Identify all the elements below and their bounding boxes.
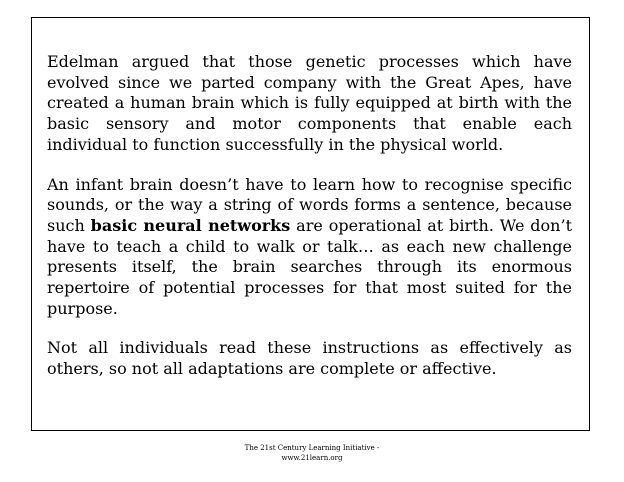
paragraph-3: Not all individuals read these instructions as effectively as others, so not all adaptations are complete or affective.: [47, 338, 572, 379]
footer: [0, 443, 624, 463]
paragraph-2-text-end: are operational at birth. We don’t have to teach a child to walk or talk… as each new challenge presents itself, the brain searches through its enormous repertoire of potential processes for that most suited for the purpose.: [47, 215, 572, 318]
paragraph-1: Edelman argued that those genetic processes which have evolved since we parted company with the Great Apes, have created a human brain which is fully equipped at birth with the basic sensory and motor components that enable each individual to function successfully in the physical world.: [47, 52, 572, 154]
footer-organization: The 21st Century Learning Initiative -: [244, 444, 380, 452]
paragraph-2-text-start: An infant brain doesn’t have to learn how to recognise specific sounds, or the way a string of words forms a sentence, because such: [47, 174, 572, 235]
slide-body: [47, 52, 572, 399]
footer-website: www.21learn.org: [281, 454, 343, 462]
paragraph-2: [47, 175, 572, 320]
paragraph-2-emphasis: basic neural networks: [90, 215, 291, 235]
